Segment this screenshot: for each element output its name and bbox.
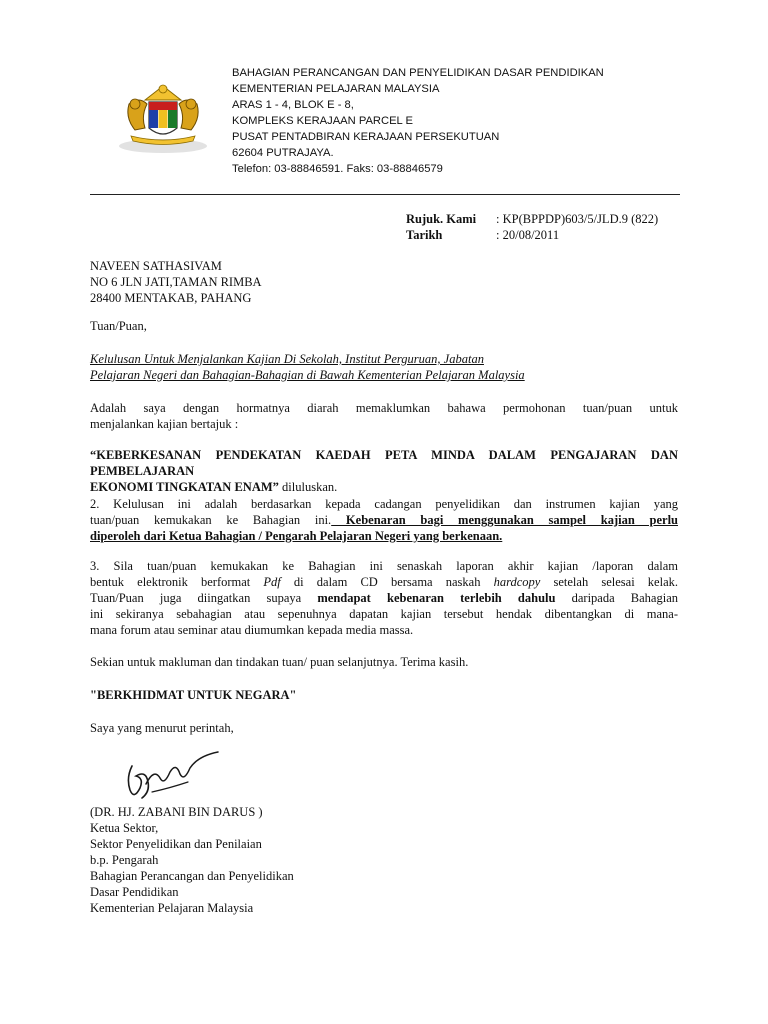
signatory-division-cont: Dasar Pendidikan xyxy=(90,885,179,899)
recipient-name: NAVEEN SATHASIVAM xyxy=(90,259,222,273)
motto: "BERKHIDMAT UNTUK NEGARA" xyxy=(90,688,297,702)
intro-line1: Adalah saya dengan hormatnya diarah memaklumkan bahawa permohonan tuan/puan untuk xyxy=(90,401,678,415)
para2-line2-plain: tuan/puan kemukakan ke Bahagian ini. xyxy=(90,513,332,527)
para2-line2-emphasis: Kebenaran bagi menggunakan sampel kajian perlu xyxy=(331,513,678,527)
signatory-sector: Sektor Penyelidikan dan Penilaian xyxy=(90,837,262,851)
signatory-ministry: Kementerian Pelajaran Malaysia xyxy=(90,901,254,915)
reference-label: Rujuk. Kami xyxy=(406,212,477,226)
para3-permission-emphasis: mendapat kebenaran terlebih dahulu xyxy=(317,591,556,605)
research-title xyxy=(90,447,678,495)
para3-line5: mana forum atau seminar atau diumumkan kepada media massa. xyxy=(90,623,414,637)
salutation: Tuan/Puan, xyxy=(90,319,147,333)
reference-block xyxy=(406,211,658,243)
intro-paragraph xyxy=(90,400,678,432)
letterhead-ministry: KEMENTERIAN PELAJARAN MALAYSIA xyxy=(232,83,440,95)
header-divider xyxy=(90,194,680,195)
recipient-address-line1: NO 6 JLN JATI,TAMAN RIMBA xyxy=(90,275,262,289)
letterhead-complex: KOMPLEKS KERAJAAN PARCEL E xyxy=(232,115,413,127)
approval-text: diluluskan. xyxy=(278,480,338,494)
hardcopy-text: hardcopy xyxy=(493,575,541,589)
subject-heading xyxy=(90,351,678,383)
para3-line3-b: daripada Bahagian xyxy=(555,591,679,605)
letterhead-floor: ARAS 1 - 4, BLOK E - 8, xyxy=(232,99,354,111)
letterhead xyxy=(232,65,604,177)
para3-line1: 3. Sila tuan/puan kemukakan ke Bahagian ini senaskah laporan akhir kajian /laporan dalam xyxy=(90,559,678,573)
handwritten-signature xyxy=(120,748,225,808)
para3-line2-b: di dalam CD bersama naskah xyxy=(280,575,494,589)
signatory-position: Ketua Sektor, xyxy=(90,821,159,835)
research-title-line2: EKONOMI TINGKATAN ENAM” xyxy=(90,480,279,494)
subject-line2: Pelajaran Negeri dan Bahagian-Bahagian di Bawah Kementerian Pelajaran Malaysia xyxy=(90,368,525,382)
coat-of-arms-emblem xyxy=(115,78,211,158)
closing-sentence: Sekian untuk makluman dan tindakan tuan/ puan selanjutnya. Terima kasih. xyxy=(90,655,469,669)
date-value: : 20/08/2011 xyxy=(496,228,560,242)
research-title-line1: “KEBERKESANAN PENDEKATAN KAEDAH PETA MINDA DALAM PENGAJARAN DAN PEMBELAJARAN xyxy=(90,448,678,478)
paragraph-3 xyxy=(90,558,678,638)
intro-line2: menjalankan kajian bertajuk : xyxy=(90,417,239,431)
paragraph-2 xyxy=(90,496,678,544)
signatory-name: (DR. HJ. ZABANI BIN DARUS ) xyxy=(90,805,263,819)
signatory-division: Bahagian Perancangan dan Penyelidikan xyxy=(90,869,294,883)
date-label: Tarikh xyxy=(406,228,443,242)
pdf-format-text: Pdf xyxy=(263,575,281,589)
letterhead-contact: Telefon: 03-88846591. Faks: 03-88846579 xyxy=(232,163,443,175)
letterhead-centre: PUSAT PENTADBIRAN KERAJAAN PERSEKUTUAN xyxy=(232,131,500,143)
sign-off: Saya yang menurut perintah, xyxy=(90,721,234,735)
signatory-on-behalf: b.p. Pengarah xyxy=(90,853,159,867)
recipient-address xyxy=(90,258,678,306)
para3-line3-a: Tuan/Puan juga diingatkan supaya xyxy=(90,591,318,605)
para2-line1: 2. Kelulusan ini adalah berdasarkan kepada cadangan penyelidikan dan instrumen kajian yang xyxy=(90,497,678,511)
letterhead-department: BAHAGIAN PERANCANGAN DAN PENYELIDIKAN DASAR PENDIDIKAN xyxy=(232,67,604,79)
para3-line2-a: bentuk elektronik berformat xyxy=(90,575,264,589)
para2-line3-emphasis: diperoleh dari Ketua Bahagian / Pengarah Pelajaran Negeri yang berkenaan. xyxy=(90,529,503,543)
para3-line4: ini sekiranya sebahagian atau sepenuhnya dapatan kajian tersebut hendak dibentangkan di mana- xyxy=(90,607,678,621)
letterhead-postcode: 62604 PUTRAJAYA. xyxy=(232,147,334,159)
signatory-block xyxy=(90,804,678,916)
recipient-address-line2: 28400 MENTAKAB, PAHANG xyxy=(90,291,252,305)
reference-value: : KP(BPPDP)603/5/JLD.9 (822) xyxy=(496,212,659,226)
subject-line1: Kelulusan Untuk Menjalankan Kajian Di Sekolah, Institut Perguruan, Jabatan xyxy=(90,352,484,366)
para3-line2-c: setelah selesai kelak. xyxy=(540,575,679,589)
